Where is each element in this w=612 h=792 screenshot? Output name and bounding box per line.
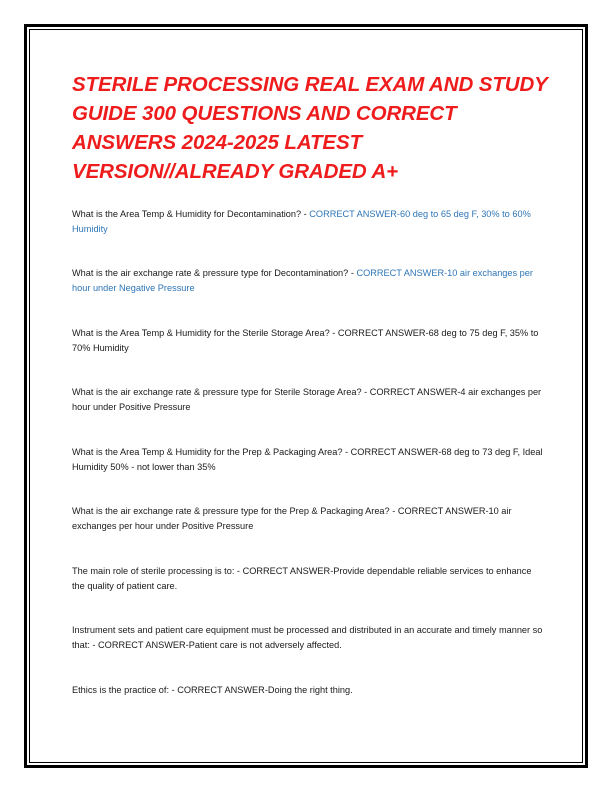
- answer-text: CORRECT ANSWER-68 deg to 73 deg F, Ideal Humidity 50% - not lower than 35%: [72, 447, 543, 472]
- question-text: Ethics is the practice of: -: [72, 685, 178, 695]
- answer-text: CORRECT ANSWER-4 air exchanges per hour under Positive Pressure: [72, 387, 542, 412]
- question-text: Instrument sets and patient care equipment must be processed and distributed in an accurate and timely manner so that: -: [72, 625, 543, 650]
- qa-item-5: [72, 445, 546, 475]
- qa-item-6: [72, 504, 546, 534]
- question-text: What is the air exchange rate & pressure type for Sterile Storage Area? -: [72, 387, 370, 397]
- qa-item-1: [72, 207, 546, 237]
- qa-item-7: [72, 564, 546, 594]
- qa-item-9: [72, 683, 546, 698]
- answer-text: CORRECT ANSWER-60 deg to 65 deg F, 30% to 60% Humidity: [72, 209, 531, 234]
- document-title: STERILE PROCESSING REAL EXAM AND STUDY GUIDE 300 QUESTIONS AND CORRECT ANSWERS 2024-2025 LATEST VERSION//ALREADY GRADED A+: [72, 73, 548, 183]
- qa-item-4: [72, 385, 546, 415]
- question-text: What is the Area Temp & Humidity for the Prep & Packaging Area? -: [72, 447, 351, 457]
- answer-text: CORRECT ANSWER-68 deg to 75 deg F, 35% to 70% Humidity: [72, 328, 539, 353]
- answer-text: CORRECT ANSWER-Patient care is not adversely affected.: [98, 640, 342, 650]
- question-text: What is the air exchange rate & pressure type for Decontamination? -: [72, 268, 357, 278]
- question-text: What is the Area Temp & Humidity for Decontamination? -: [72, 209, 310, 219]
- question-text: What is the air exchange rate & pressure type for the Prep & Packaging Area? -: [72, 506, 398, 516]
- answer-text: CORRECT ANSWER-Doing the right thing.: [177, 685, 353, 695]
- answer-text: CORRECT ANSWER-10 air exchanges per hour under Negative Pressure: [72, 268, 533, 293]
- qa-item-2: [72, 266, 546, 296]
- question-text: The main role of sterile processing is to: -: [72, 566, 243, 576]
- question-text: What is the Area Temp & Humidity for the Sterile Storage Area? -: [72, 328, 338, 338]
- answer-text: CORRECT ANSWER-10 air exchanges per hour under Positive Pressure: [72, 506, 512, 531]
- qa-item-8: [72, 623, 546, 653]
- answer-text: CORRECT ANSWER-Provide dependable reliable services to enhance the quality of patient care.: [72, 566, 532, 591]
- qa-item-3: [72, 326, 546, 356]
